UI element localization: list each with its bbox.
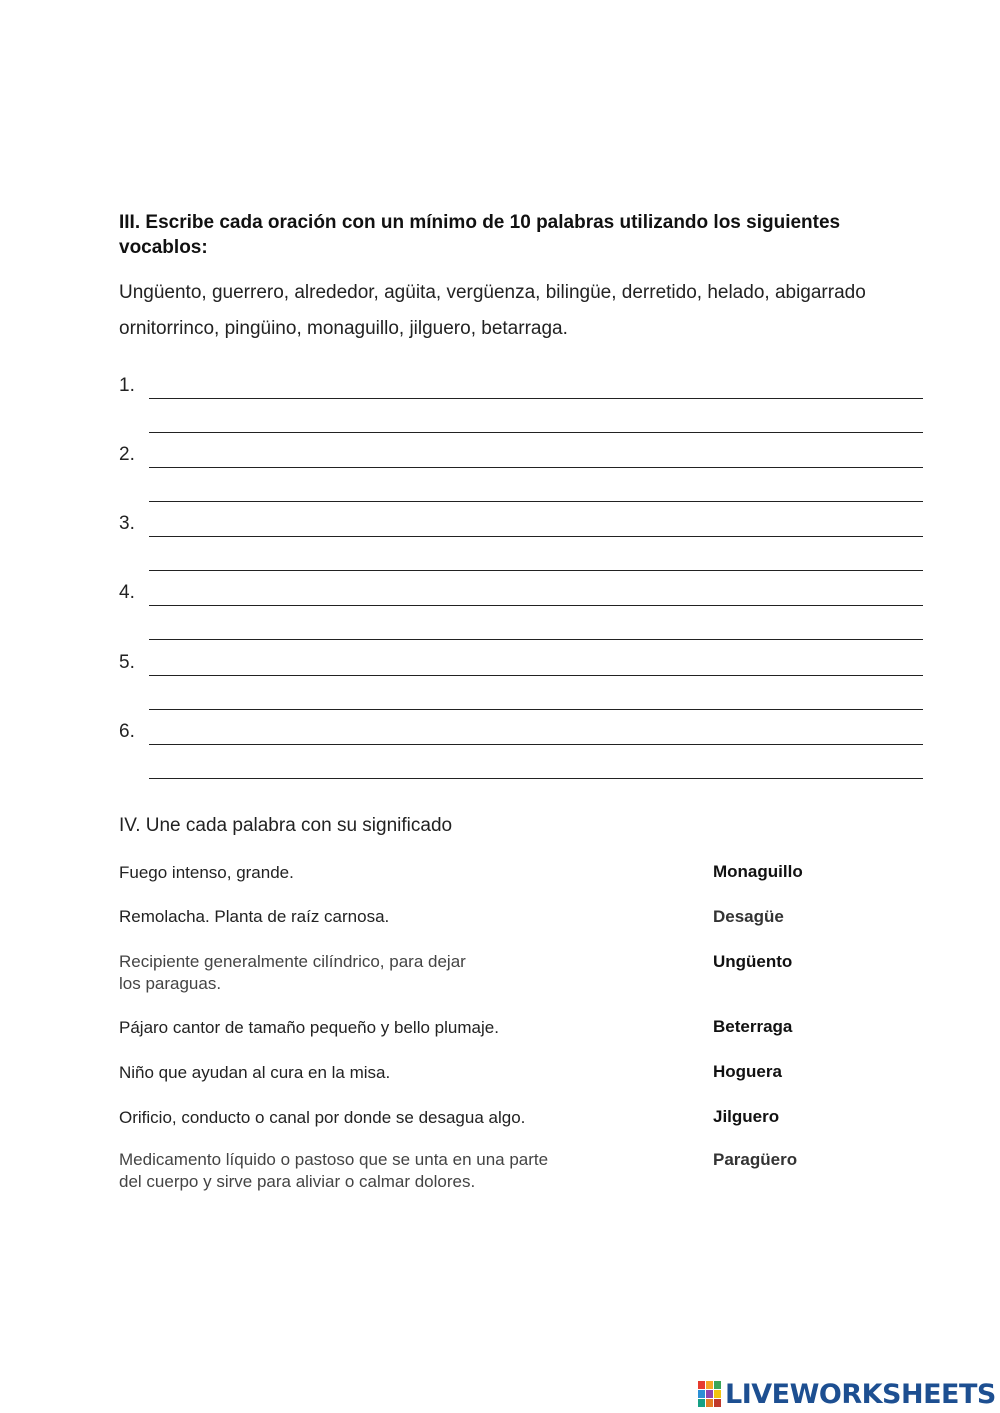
answer-line-3-continuation[interactable] [119,547,923,571]
section-4-title: IV. Une cada palabra con su significado [119,815,453,836]
line-number: 2. [119,444,135,465]
answer-rule [149,501,923,502]
answer-rule [149,605,923,606]
answer-rule [149,432,923,433]
section-3-title: III. Escribe cada oración con un mínimo de 10 palabras utilizando los siguientes vocablos: [119,212,841,258]
definition-6[interactable]: Orificio, conducto o canal por donde se desagua algo. [119,1108,526,1127]
answer-line-4[interactable] [119,582,923,606]
answer-line-2[interactable] [119,444,923,468]
definition-1[interactable]: Fuego intenso, grande. [119,863,294,882]
liveworksheets-logo [697,1377,997,1411]
answer-line-1-continuation[interactable] [119,409,923,433]
liveworksheets-logo-icon [697,1379,723,1409]
vocabulary-list: Ungüento, guerrero, alrededor, agüita, vergüenza, bilingüe, derretido, helado, abigarrado ornitorrinco, pingüino, monaguillo, jilguero, betarraga. [119,282,866,339]
answer-line-6-continuation[interactable] [119,755,923,779]
word-4[interactable]: Beterraga [713,1017,793,1036]
answer-rule [149,709,923,710]
word-7[interactable]: Paragüero [713,1150,798,1169]
line-number: 6. [119,721,135,742]
definition-3[interactable]: Recipiente generalmente cilíndrico, para dejar los paraguas. [119,952,466,993]
answer-rule [149,778,923,779]
answer-line-3[interactable] [119,513,923,537]
answer-line-2-continuation[interactable] [119,478,923,502]
answer-line-5[interactable] [119,652,923,676]
definition-4[interactable]: Pájaro cantor de tamaño pequeño y bello plumaje. [119,1018,499,1037]
answer-rule [149,744,923,745]
definition-7[interactable]: Medicamento líquido o pastoso que se unta en una parte del cuerpo y sirve para aliviar o calmar dolores. [119,1150,549,1191]
answer-line-5-continuation[interactable] [119,686,923,710]
answer-line-6[interactable] [119,721,923,745]
line-number: 1. [119,375,135,396]
line-number: 5. [119,652,135,673]
word-3[interactable]: Ungüento [713,952,793,971]
answer-rule [149,675,923,676]
line-number: 3. [119,513,135,534]
answer-rule [149,570,923,571]
answer-rule [149,467,923,468]
word-6[interactable]: Jilguero [713,1107,780,1126]
answer-rule [149,639,923,640]
answer-rule [149,398,923,399]
answer-line-1[interactable] [119,375,923,399]
answer-rule [149,536,923,537]
definition-2[interactable]: Remolacha. Planta de raíz carnosa. [119,907,390,926]
word-2[interactable]: Desagüe [713,907,784,926]
answer-line-4-continuation[interactable] [119,616,923,640]
word-5[interactable]: Hoguera [713,1062,782,1081]
line-number: 4. [119,582,135,603]
definition-5[interactable]: Niño que ayudan al cura en la misa. [119,1063,391,1082]
word-1[interactable]: Monaguillo [713,862,803,881]
logo-text: LIVEWORKSHEETS [725,1378,996,1410]
